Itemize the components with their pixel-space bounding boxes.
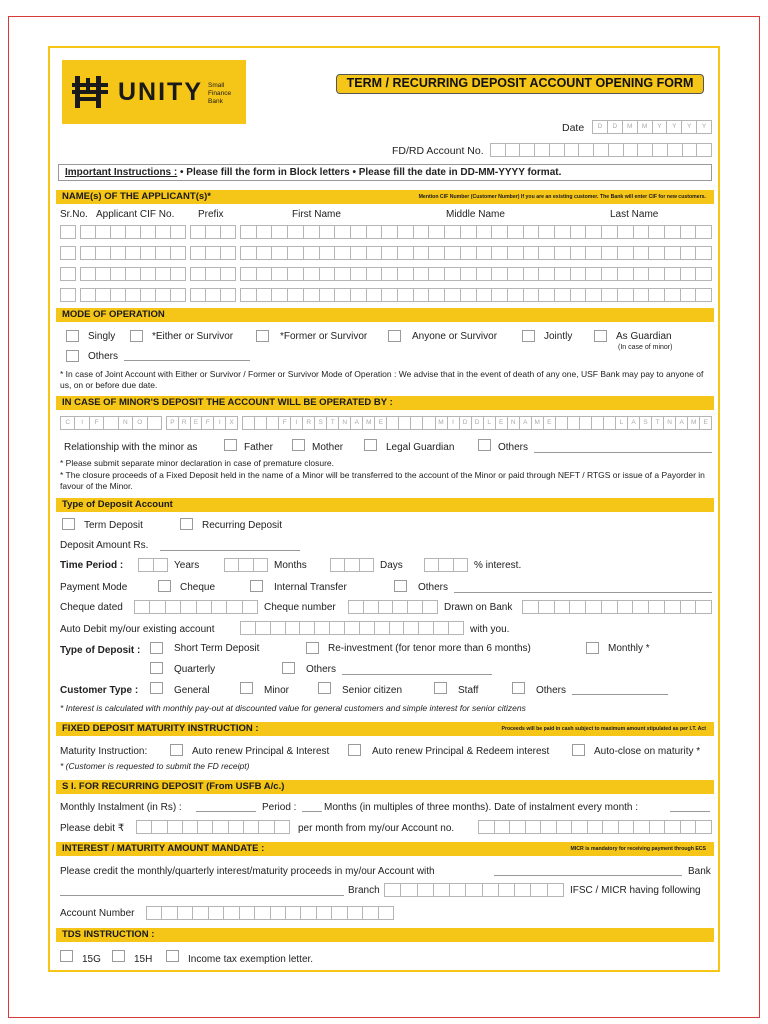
guardian-label: As Guardian [616, 331, 672, 342]
cheque-number-label: Cheque number [264, 602, 336, 613]
quarterly-checkbox[interactable] [150, 662, 163, 674]
applicant-row-srno[interactable] [60, 225, 76, 239]
auto-renew-pi-checkbox[interactable] [170, 744, 183, 756]
exemption-label: Income tax exemption letter. [188, 954, 314, 965]
deposit-form [48, 46, 720, 972]
father-label: Father [244, 442, 273, 453]
former-survivor-checkbox[interactable] [256, 330, 269, 342]
cheque-checkbox[interactable] [158, 580, 171, 592]
auto-close-checkbox[interactable] [572, 744, 585, 756]
customer-others-checkbox[interactable] [512, 682, 525, 694]
brand-logo [62, 60, 246, 124]
applicant-row-prefix[interactable] [190, 246, 236, 260]
minor-prefix-input[interactable]: P R E F I X [166, 416, 238, 430]
senior-citizen-label: Senior citizen [342, 685, 403, 696]
bank-label: Bank [688, 866, 711, 877]
customer-type-label: Customer Type : [60, 685, 139, 696]
account-no-input[interactable] [490, 143, 712, 157]
customer-others-line[interactable] [572, 694, 668, 695]
payment-mode-label: Payment Mode [60, 582, 128, 593]
guardian-note: (In case of minor) [618, 344, 673, 351]
customer-others-label: Others [536, 685, 567, 696]
auto-renew-redeem-checkbox[interactable] [348, 744, 361, 756]
mother-label: Mother [312, 442, 344, 453]
singly-label: Singly [88, 331, 116, 342]
relationship-others-label: Others [498, 442, 529, 453]
mode-others-line[interactable] [124, 360, 250, 361]
bank-name-line[interactable] [60, 895, 344, 896]
auto-debit-input[interactable] [240, 621, 464, 635]
mandate-header: INTEREST / MATURITY AMOUNT MANDATE : MICR is mandatory for receiving payment through ECS [56, 842, 714, 856]
staff-checkbox[interactable] [434, 682, 447, 694]
relationship-others-checkbox[interactable] [478, 439, 491, 451]
tds-header: TDS INSTRUCTION : [56, 928, 714, 942]
months-input[interactable] [224, 558, 268, 572]
legal-guardian-checkbox[interactable] [364, 439, 377, 451]
jointly-checkbox[interactable] [522, 330, 535, 342]
auto-debit-label: Auto Debit my/our existing account [60, 624, 215, 635]
auto-renew-pi-label: Auto renew Principal & Interest [192, 746, 330, 757]
col-srno: Sr.No. [60, 209, 88, 220]
type-others-line[interactable] [342, 674, 492, 675]
applicant-row-prefix[interactable] [190, 267, 236, 281]
with-you-label: with you. [470, 624, 510, 635]
applicant-row-prefix[interactable] [190, 225, 236, 239]
recurring-deposit-label: Recurring Deposit [202, 520, 283, 531]
years-label: Years [174, 560, 200, 571]
recurring-deposit-checkbox[interactable] [180, 518, 193, 530]
form-15h-checkbox[interactable] [112, 950, 125, 962]
mode-others-label: Others [88, 351, 119, 362]
relationship-label: Relationship with the minor as [64, 442, 198, 453]
reinvestment-label: Re-investment (for tenor more than 6 months) [328, 643, 531, 654]
interest-footnote: * Interest is calculated with monthly pay-out at discounted value for general customers and simple interest for senior citizens [60, 703, 526, 713]
mode-footnote: * In case of Joint Account with Either or Survivor / Former or Survivor Mode of Operation : We advise that in the event of death of any one, USF Bank may pay to anyone of us, on or before due date. [60, 369, 704, 390]
anyone-survivor-label: Anyone or Survivor [412, 331, 498, 342]
minor-note-2: * The closure proceeds of a Fixed Deposit held in the name of a Minor will be transferred to the account of the Minor or paid through NEFT / RTGS or issue of a Payorder in favour of the Minor. [60, 470, 705, 491]
col-first-name: First Name [292, 209, 341, 220]
maturity-header: FIXED DEPOSIT MATURITY INSTRUCTION : Proceeds will be paid in cash subject to maximum amount stipulated as per I.T. Act [56, 722, 714, 736]
mandate-note: MICR is mandatory for receiving payment through ECS [570, 846, 706, 852]
mandate-account-input[interactable] [146, 906, 394, 920]
maturity-instruction-label: Maturity Instruction: [60, 746, 148, 757]
quarterly-label: Quarterly [174, 664, 216, 675]
auto-renew-redeem-label: Auto renew Principal & Redeem interest [372, 746, 550, 757]
either-survivor-checkbox[interactable] [130, 330, 143, 342]
days-label: Days [380, 560, 403, 571]
term-deposit-label: Term Deposit [84, 520, 143, 531]
minor-cif-input[interactable]: C I F N O [60, 416, 162, 430]
mode-others-checkbox[interactable] [66, 350, 79, 362]
type-of-deposit-label: Type of Deposit : [60, 645, 141, 656]
per-month-label: per month from my/our Account no. [298, 823, 455, 834]
reinvestment-checkbox[interactable] [306, 642, 319, 654]
interest-label: % interest. [474, 560, 522, 571]
payment-others-label: Others [418, 582, 449, 593]
former-survivor-label: *Former or Survivor [280, 331, 368, 342]
internal-transfer-label: Internal Transfer [274, 582, 347, 593]
applicant-row-cif[interactable] [80, 288, 186, 302]
senior-citizen-checkbox[interactable] [318, 682, 331, 694]
applicants-header: NAME(s) OF THE APPLICANT(s)* Mention CIF Number (Customer Number) If you are an existing customer. The Bank will enter CIF for new customers. [56, 190, 714, 204]
minor-note-1: * Please submit separate minor declaration in case of premature closure. [60, 458, 335, 468]
col-prefix: Prefix [198, 209, 224, 220]
months-note-label: Months (in multiples of three months). Date of instalment every month : [324, 802, 639, 813]
brand-tagline: Small Finance Bank [208, 82, 232, 105]
years-input[interactable] [138, 558, 168, 572]
drawn-on-label: Drawn on Bank [444, 602, 513, 613]
deposit-amount-label: Deposit Amount Rs. [60, 540, 149, 551]
drawn-on-input[interactable] [522, 600, 712, 614]
applicant-row-name[interactable] [240, 267, 712, 281]
instructions-text: • Please fill the form in Block letters • Please fill the date in DD-MM-YYYY format. [177, 167, 562, 178]
date-input[interactable]: D D M M Y Y Y Y [592, 120, 712, 134]
applicant-row-srno[interactable] [60, 267, 76, 281]
general-checkbox[interactable] [150, 682, 163, 694]
applicant-row-name[interactable] [240, 225, 712, 239]
payment-others-checkbox[interactable] [394, 580, 407, 592]
singly-checkbox[interactable] [66, 330, 79, 342]
date-label: Date [562, 122, 585, 134]
account-number-label: Account Number [60, 908, 135, 919]
jointly-label: Jointly [544, 331, 573, 342]
debit-amount-input[interactable] [136, 820, 290, 834]
deposit-type-header: Type of Deposit Account [56, 498, 714, 512]
form-title: TERM / RECURRING DEPOSIT ACCOUNT OPENING FORM [336, 74, 704, 94]
brand-name: UNITY [118, 78, 203, 106]
period-label: Period : [262, 802, 297, 813]
applicants-note: Mention CIF Number (Customer Number) If you are an existing customer. The Bank will enter CIF for new customers. [418, 194, 706, 200]
father-checkbox[interactable] [224, 439, 237, 451]
branch-label: Branch [348, 885, 380, 896]
si-header: S I. FOR RECURRING DEPOSIT (From USFB A/c.) [56, 780, 714, 794]
period-line[interactable] [302, 811, 322, 812]
ifsc-label: IFSC / MICR having following [570, 885, 701, 896]
credit-text: Please credit the monthly/quarterly interest/maturity proceeds in my/our Account with [60, 866, 435, 877]
applicant-row-prefix[interactable] [190, 288, 236, 302]
type-others-label: Others [306, 664, 337, 675]
applicant-row-cif[interactable] [80, 267, 186, 281]
instructions-heading: Important Instructions : [65, 167, 178, 178]
monthly-checkbox[interactable] [586, 642, 599, 654]
instalment-date-line[interactable] [670, 811, 710, 812]
deposit-amount-line[interactable] [160, 550, 300, 551]
col-middle-name: Middle Name [446, 209, 505, 220]
minor-label: Minor [264, 685, 290, 696]
form-15g-checkbox[interactable] [60, 950, 73, 962]
branch-input[interactable] [384, 883, 564, 897]
cheque-label: Cheque [180, 582, 216, 593]
account-no-label: FD/RD Account No. [392, 145, 484, 157]
months-label: Months [274, 560, 307, 571]
relationship-others-line[interactable] [534, 452, 712, 453]
auto-close-label: Auto-close on maturity * [594, 746, 701, 757]
important-instructions [58, 164, 712, 181]
cheque-dated-label: Cheque dated [60, 602, 123, 613]
internal-transfer-checkbox[interactable] [250, 580, 263, 592]
please-debit-label: Please debit ₹ [60, 823, 125, 834]
monthly-instalment-line[interactable] [196, 811, 256, 812]
applicant-row-cif[interactable] [80, 246, 186, 260]
payment-others-line[interactable] [454, 592, 712, 593]
monthly-label: Monthly * [608, 643, 650, 654]
guardian-checkbox[interactable] [594, 330, 607, 342]
minor-header: IN CASE OF MINOR'S DEPOSIT THE ACCOUNT WILL BE OPERATED BY : [56, 396, 714, 410]
mother-checkbox[interactable] [292, 439, 305, 451]
credit-bank-line[interactable] [494, 875, 682, 876]
time-period-label: Time Period : [60, 560, 124, 571]
staff-label: Staff [458, 685, 479, 696]
either-survivor-label: *Either or Survivor [152, 331, 234, 342]
exemption-checkbox[interactable] [166, 950, 179, 962]
days-input[interactable] [330, 558, 374, 572]
legal-guardian-label: Legal Guardian [386, 442, 455, 453]
minor-checkbox[interactable] [240, 682, 253, 694]
applicant-row-name[interactable] [240, 246, 712, 260]
monthly-instalment-label: Monthly Instalment (in Rs) : [60, 802, 182, 813]
form-15h-label: 15H [134, 954, 153, 965]
col-cif: Applicant CIF No. [96, 209, 175, 220]
form-15g-label: 15G [82, 954, 101, 965]
cheque-number-input[interactable] [348, 600, 438, 614]
anyone-survivor-checkbox[interactable] [388, 330, 401, 342]
term-deposit-checkbox[interactable] [62, 518, 75, 530]
applicant-row-srno[interactable] [60, 288, 76, 302]
unity-logo-icon [72, 74, 112, 110]
applicant-row-cif[interactable] [80, 225, 186, 239]
col-last-name: Last Name [610, 209, 659, 220]
maturity-footnote: * (Customer is requested to submit the FD receipt) [60, 761, 250, 771]
mode-of-operation-header: MODE OF OPERATION [56, 308, 714, 322]
applicant-row-name[interactable] [240, 288, 712, 302]
short-term-checkbox[interactable] [150, 642, 163, 654]
minor-name-input[interactable]: F I R S T N A M E M I D D L E N A M E L A S T N A M E [242, 416, 712, 430]
cheque-date-input[interactable] [134, 600, 258, 614]
si-account-input[interactable] [478, 820, 712, 834]
applicant-row-srno[interactable] [60, 246, 76, 260]
type-others-checkbox[interactable] [282, 662, 295, 674]
short-term-label: Short Term Deposit [174, 643, 260, 654]
interest-input[interactable] [424, 558, 468, 572]
general-label: General [174, 685, 210, 696]
maturity-note: Proceeds will be paid in cash subject to maximum amount stipulated as per I.T. Act [501, 726, 706, 732]
